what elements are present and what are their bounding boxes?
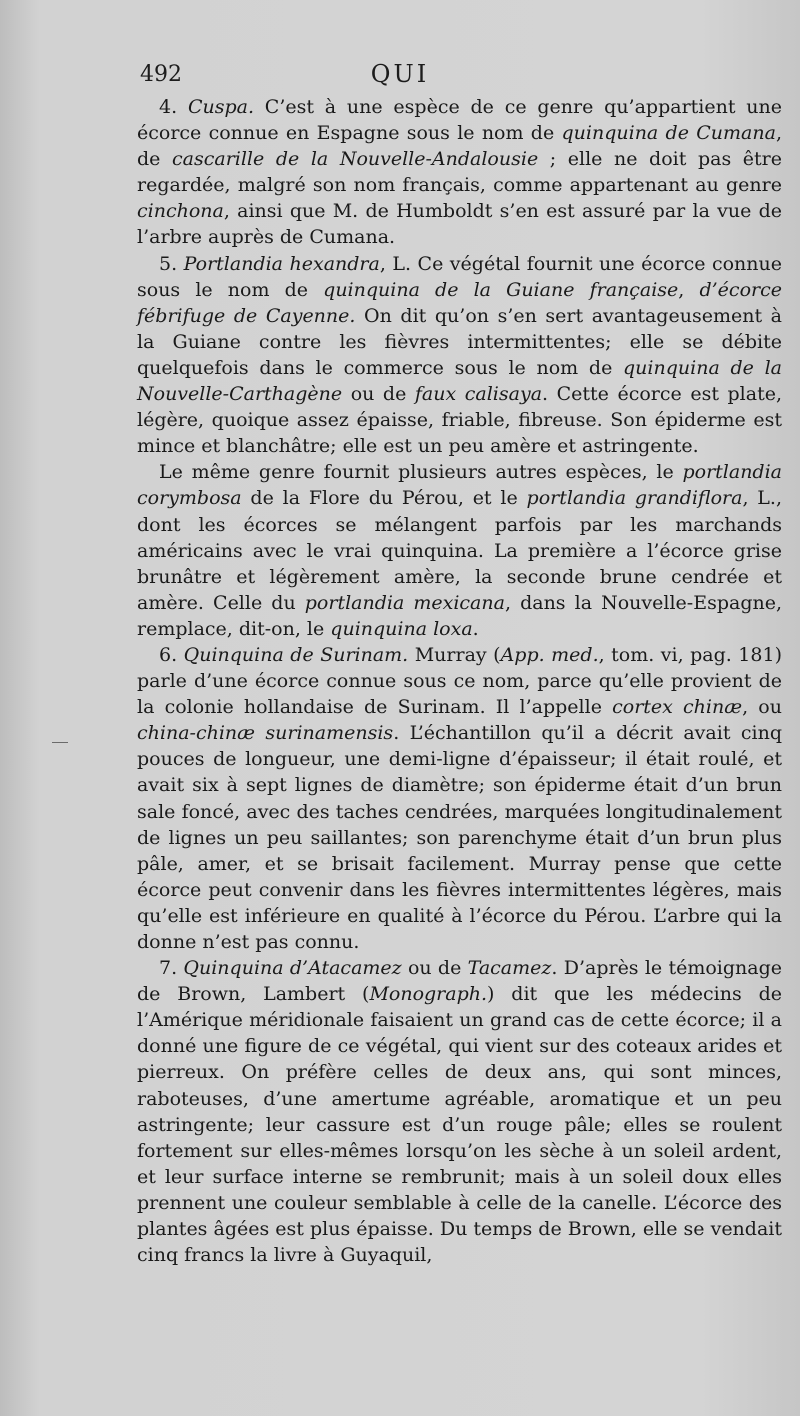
italic-text: portlandia corymbosa [137, 461, 782, 510]
italic-text: cinchona [137, 200, 224, 223]
italic-text: portlandia mexicana [304, 591, 505, 614]
text-run: . Cette écorce est plate, légère, quoique assez épaisse, friable, fibreuse. Son épiderme est mince et blanchâtre; elle est un peu amère et astringente. [137, 383, 782, 458]
text-run: Le même genre fournit plusieurs autres espèces, le [159, 461, 683, 484]
text-run: , de [137, 122, 782, 171]
text-run: ; elle ne doit pas être regardée, malgré son nom français, comme appartenant au genre [137, 148, 782, 197]
paragraph [137, 955, 782, 1268]
italic-text: china-chinæ surinamensis [137, 722, 394, 745]
italic-text: portlandia grandiflora [526, 487, 743, 510]
running-head: QUI [370, 60, 430, 88]
text-run: , ou [742, 696, 782, 719]
text-run: de la Flore du Pérou, et le [241, 487, 527, 510]
italic-text: Monograph. [369, 983, 488, 1006]
italic-text: Quinquina de Surinam. [183, 643, 409, 666]
text-run: 4. [159, 96, 188, 118]
italic-text: Cuspa. [187, 96, 254, 118]
text-run: . L’échantillon qu’il a décrit avait cinq pouces de longueur, une demi-ligne d’épaisseur; il était roulé, et avait six à sept lignes de diamètre; son épiderme était d’un brun sale foncé, avec des taches cendrées, marquées longitudinalement de lignes un peu saillantes; son parenchyme était d’un brun plus pâle, amer, et se brisait facilement. Murray pense que cette écorce peut convenir dans les fièvres intermittentes légères, mais qu’elle est inférieure en qualité à l’écorce du Pérou. L’arbre qui la donne n’est pas connu. [137, 722, 782, 953]
italic-text: Quinquina d’Atacamez [183, 957, 402, 980]
italic-text: quinquina de Cumana [561, 122, 776, 145]
text-run: , L. Ce végétal fournit une écorce connue sous le nom de [137, 252, 782, 301]
text-run: , ainsi que M. de Humboldt s’en est assuré par la vue de l’arbre auprès de Cumana. [137, 200, 782, 249]
text-run: , dans la Nouvelle-Espagne, remplace, dit-on, le [137, 591, 783, 640]
italic-text: App. med. [500, 643, 599, 666]
page-number: 492 [140, 62, 182, 87]
text-run: , L., dont les écorces se mélangent parfois par les marchands américains avec le vrai quinquina. La première a l’écorce grise brunâtre et légèrement amère, la seconde brune cendrée et amère. Celle du [137, 487, 783, 614]
italic-text: d’écorce fébrifuge de Cayenne. [137, 278, 782, 327]
text-run: 5. [159, 252, 184, 275]
text-run: 6. [159, 643, 184, 666]
text-run: On dit qu’on s’en sert avantageusement à la Guiane contre les fièvres intermittentes; elle se débite quelquefois dans le commerce sous le nom de [137, 304, 782, 379]
text-run: . [472, 617, 479, 640]
paragraph [137, 642, 782, 955]
text-run: Murray ( [408, 643, 501, 666]
page-header [0, 60, 800, 94]
italic-text: Tacamez [467, 957, 552, 980]
italic-text: quinquina de la Nouvelle-Carthagène [137, 356, 782, 406]
italic-text: cascarille de la Nouvelle-Andalousie [172, 148, 539, 171]
italic-text: cortex chinæ [612, 696, 743, 719]
body-text [137, 94, 782, 1268]
italic-text: Portlandia hexandra [183, 252, 380, 275]
paragraph [137, 94, 782, 251]
italic-text: faux calisaya [414, 383, 543, 406]
text-run: ou de [342, 383, 415, 406]
paragraph [137, 459, 782, 642]
text-run: 7. [159, 957, 184, 980]
text-run: , tom. vi, pag. 181) parle d’une écorce connue sous ce nom, parce qu’elle provient de la colonie hollandaise de Surinam. Il l’appelle [137, 643, 782, 719]
text-run: , [678, 278, 700, 301]
text-run: ou de [401, 957, 468, 980]
italic-text: quinquina de la Guiane française [323, 278, 679, 301]
text-run: ) dit que les médecins de l’Amérique méridionale faisaient un grand cas de cette écorce; il a donné une figure de ce végétal, qui vient sur des coteaux arides et pierreux. On préfère celles de deux ans, qui sont minces, raboteuses, d’une amertume agréable, aromatique et un peu astringente; leur cassure est d’un rouge pâle; elles se roulent fortement sur elles-mêmes lorsqu’on les sèche à un soleil ardent, et leur surface interne se rembrunit; mais à un soleil doux elles prennent une couleur semblable à celle de la canelle. L’écorce des plantes âgées est plus épaisse. Du temps de Brown, elle se vendait cinq francs la livre à Guyaquil, [137, 983, 782, 1267]
text-run: C’est à une espèce de ce genre qu’appartient une écorce connue en Espagne sous le nom de [137, 96, 782, 145]
italic-text: quinquina loxa [330, 617, 473, 640]
text-run: . D’après le témoignage de Brown, Lambert ( [137, 957, 782, 1006]
margin-mark [52, 742, 68, 743]
paragraph [137, 251, 782, 460]
